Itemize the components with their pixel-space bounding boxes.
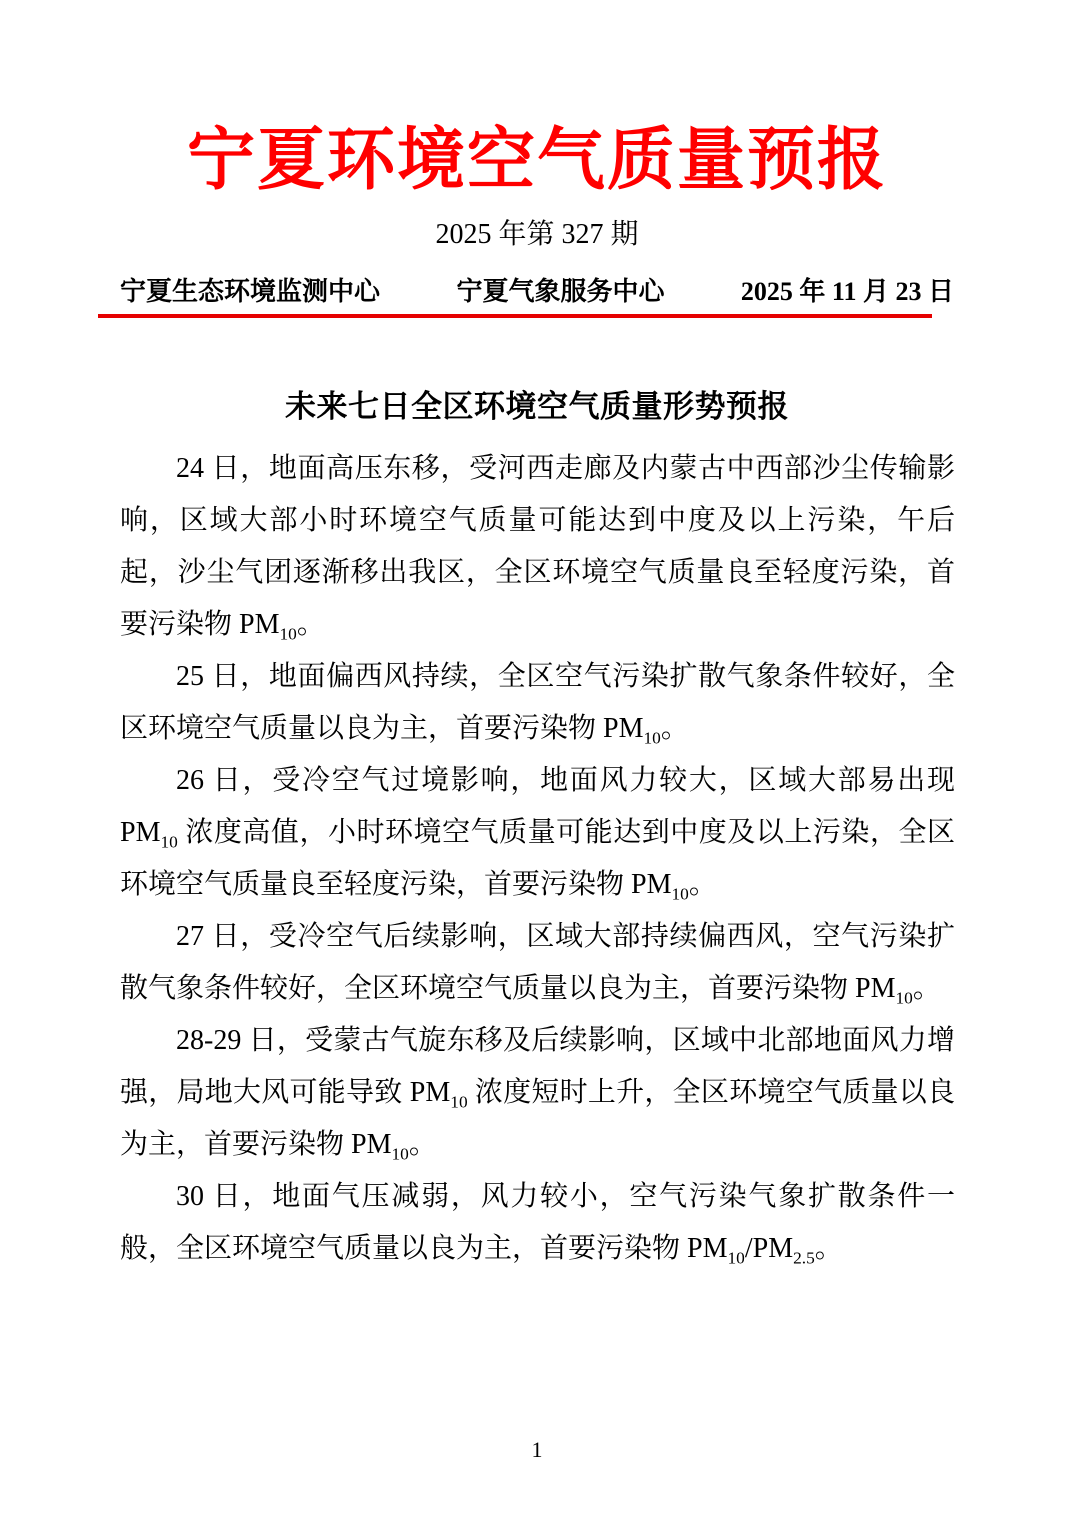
forecast-paragraph: 28-29 日，受蒙古气旋东移及后续影响，区域中北部地面风力增强，局地大风可能导致 $PM_{10}$ 浓度短时上升，全区环境空气质量以良为主，首要污染物 $PM_{10}$。: [120, 1025, 955, 1164]
header-divider-rule: [98, 314, 932, 318]
forecast-paragraph: 26 日，受冷空气过境影响，地面风力较大，区域大部易出现 $PM_{10}$ 浓度高值，小时环境空气质量可能达到中度及以上污染，全区环境空气质量良至轻度污染，首要污染物 $PM_{10}$。: [120, 765, 955, 904]
publisher-weather-center: 宁夏气象服务中心: [456, 277, 665, 306]
publish-date: 2025 年 11 月 23 日: [740, 277, 954, 306]
section-heading: 未来七日全区环境空气质量形势预报: [285, 389, 789, 424]
forecast-paragraph: 24 日，地面高压东移，受河西走廊及内蒙古中西部沙尘传输影响，区域大部小时环境空气质量可能达到中度及以上污染，午后起，沙尘气团逐渐移出我区，全区环境空气质量良至轻度污染，首要污染物 $PM_{10}$。: [120, 453, 955, 644]
forecast-paragraph: 27 日，受冷空气后续影响，区域大部持续偏西风，空气污染扩散气象条件较好，全区环境空气质量以良为主，首要污染物 $PM_{10}$。: [120, 921, 955, 1008]
forecast-paragraph: 30 日，地面气压减弱，风力较小，空气污染气象扩散条件一般，全区环境空气质量以良为主，首要污染物 $PM_{10}/PM_{2.5}$。: [120, 1181, 955, 1268]
forecast-paragraphs: [120, 443, 955, 1275]
page-number: 1: [531, 1437, 543, 1462]
document-title: 宁夏环境空气质量预报: [186, 122, 887, 198]
publisher-row: [120, 278, 954, 306]
publisher-monitoring-center: 宁夏生态环境监测中心: [120, 277, 381, 306]
forecast-paragraph: 25 日，地面偏西风持续，全区空气污染扩散气象条件较好，全区环境空气质量以良为主，首要污染物 $PM_{10}$。: [120, 661, 955, 748]
issue-number: 2025 年第 327 期: [435, 219, 639, 250]
